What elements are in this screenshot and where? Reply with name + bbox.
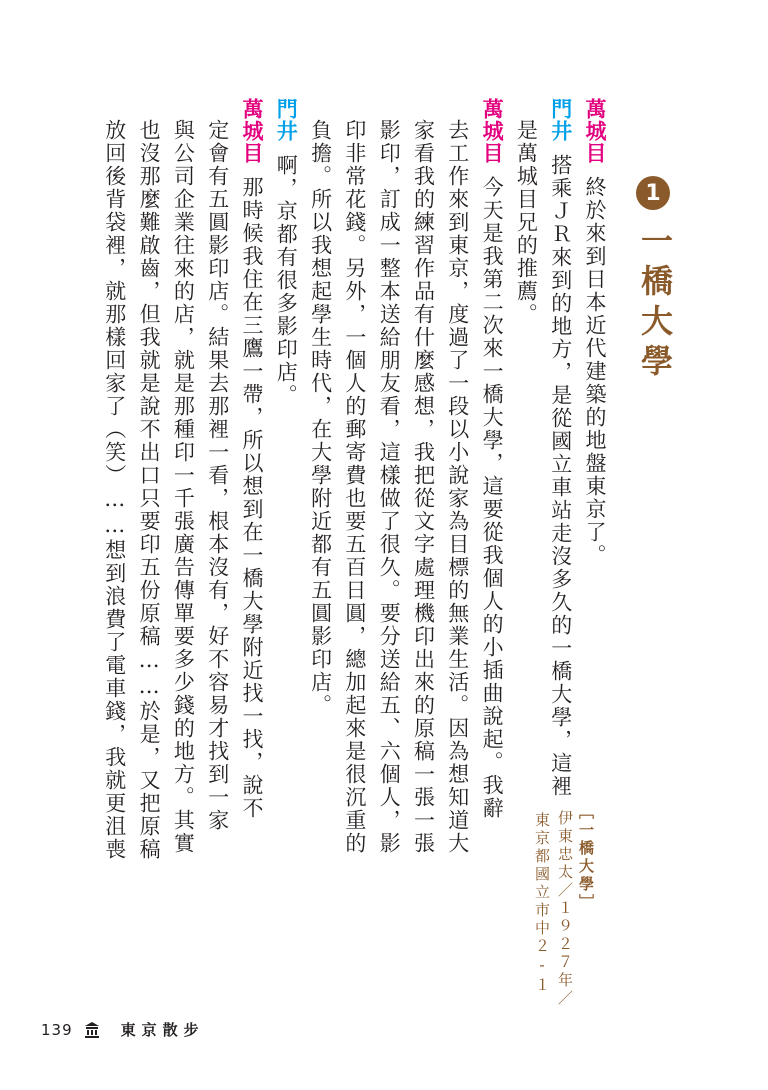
text-column: [550, 98, 571, 798]
dialogue-line: 去工作來到東京，度過了一段以小說家為目標的無業生活。因為想知道大: [445, 119, 470, 855]
speaker-label: 萬城目: [480, 98, 505, 164]
text-column: [104, 98, 125, 861]
section-heading: [632, 176, 674, 384]
dialogue-line: 也沒那麼難啟齒，但我就是說不出口只要印五份原稿……於是，又把原稿: [137, 119, 162, 861]
dialogue-line: 是萬城目兄的推薦。: [514, 119, 539, 326]
dialogue-line: 放回後背袋裡，就那樣回家了（笑）……想到浪費了電車錢，我就更沮喪: [102, 119, 127, 861]
text-column: [514, 98, 539, 326]
dialogue-line: 負擔。所以我想起學生時代，在大學附近都有五圓影印店。: [308, 119, 333, 717]
text-column: [310, 98, 331, 717]
dialogue-line: 影印，訂成一整本送給朋友看，這樣做了很久。要分送給五、六個人，影: [377, 119, 402, 855]
speaker-label: 萬城目: [583, 98, 607, 164]
text-column: [137, 98, 162, 861]
text-column: [171, 98, 196, 855]
dialogue-line: 那時候我住在三鷹一帶，所以想到在一橋大學附近找一找，說不: [240, 176, 264, 820]
text-column: [480, 98, 505, 820]
dialogue-line: 終於來到日本近代建築的地盤東京了。: [583, 176, 607, 567]
book-title: 東京散步: [120, 1021, 205, 1039]
dialogue-line: 家看我的練習作品有什麼感想，我把從文字處理機印出來的原稿一張一張: [411, 119, 436, 855]
caption-architect-year: 伊東忠太／１９２７年／: [556, 810, 574, 1008]
building-icon: [85, 1022, 99, 1038]
speaker-label: 門井: [274, 98, 299, 142]
page-number: 139: [41, 1020, 73, 1039]
dialogue-line: 定會有五圓影印店。結果去那裡一看，根本沒有，好不容易才找到一家: [205, 119, 230, 832]
text-column: [584, 98, 605, 567]
section-number-badge: [636, 176, 670, 210]
page-footer: [41, 1019, 205, 1040]
text-column: [207, 98, 228, 832]
caption-address: 東京都國立市中２‐１: [533, 812, 551, 995]
section-number: 1: [645, 180, 661, 206]
text-column: [274, 98, 299, 407]
text-column: [241, 98, 262, 820]
text-column: [344, 98, 365, 855]
text-column: [413, 98, 434, 855]
speaker-label: 門井: [548, 98, 573, 142]
dialogue-line: 印非常花錢。另外，一個人的郵寄費也要五百日圓，總加起來是很沉重的: [342, 119, 367, 855]
text-column: [377, 98, 402, 855]
dialogue-line: 搭乘ＪＲ來到的地方，是從國立車站走沒多久的一橋大學，這裡: [548, 154, 573, 798]
dialogue-line: 啊，京都有很多影印店。: [274, 154, 299, 407]
section-title: 一橋大學: [636, 224, 674, 384]
dialogue-line: 與公司企業往來的店，就是那種印一千張廣告傳單要多少錢的地方。其實: [171, 119, 196, 855]
caption-title: ［一橋大學］: [577, 804, 595, 912]
dialogue-line: 今天是我第二次來一橋大學，這要從我個人的小插曲說起。我辭: [480, 176, 505, 820]
speaker-label: 萬城目: [240, 98, 264, 164]
text-column: [447, 98, 468, 855]
